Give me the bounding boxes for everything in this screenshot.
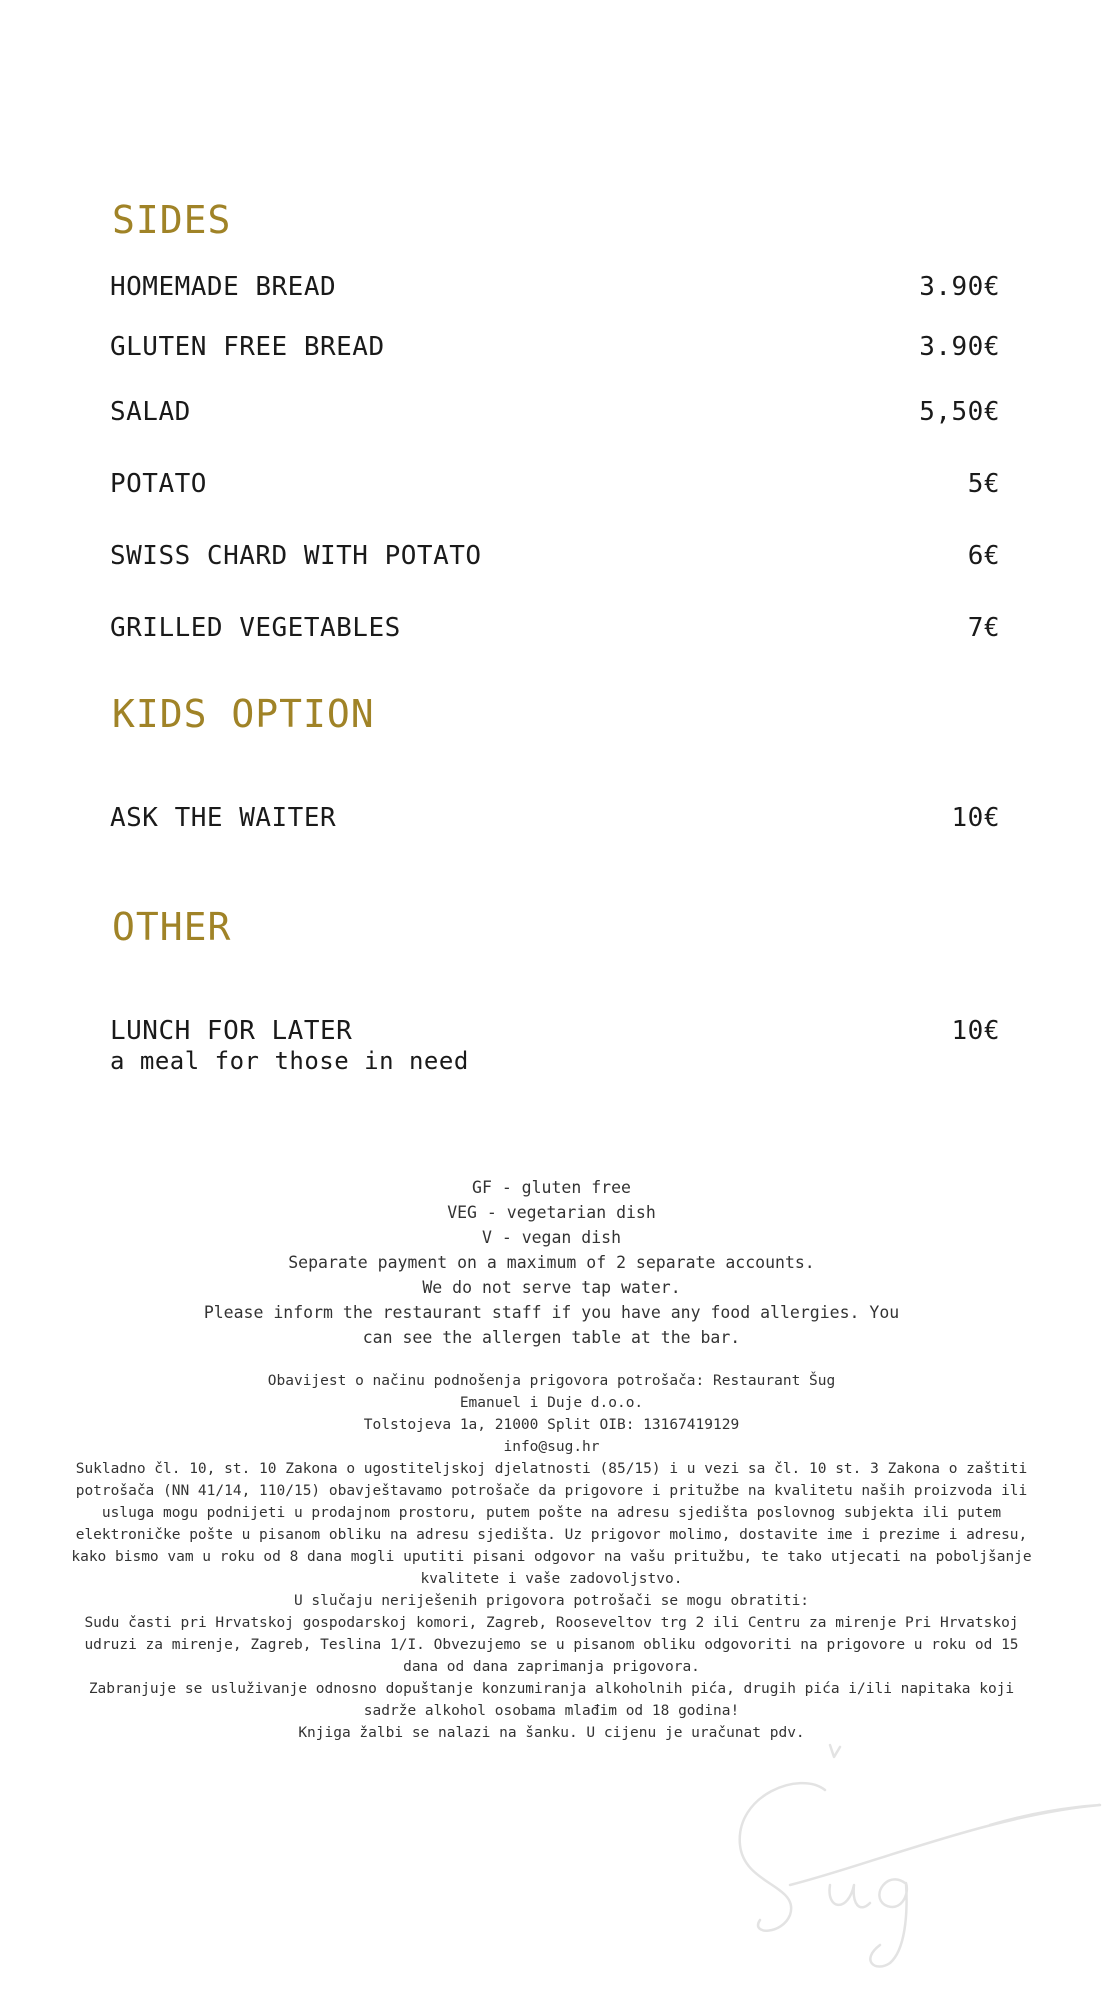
menu-notes <box>0 1175 1103 1350</box>
item-price: 5,50€ <box>919 397 1000 427</box>
item-price: 10€ <box>951 803 1000 833</box>
item-name: LUNCH FOR LATER <box>110 1016 353 1046</box>
sug-signature-logo <box>730 1735 1103 1975</box>
item-price: 5€ <box>967 469 1000 499</box>
item-price: 7€ <box>967 613 1000 643</box>
item-name: SALAD <box>110 397 191 427</box>
item-name: SWISS CHARD WITH POTATO <box>110 541 482 571</box>
legal-paragraph-complaint-book: Knjiga žalbi se nalazi na šanku. U cijenu je uračunat pdv. <box>298 1725 805 1741</box>
menu-item-homemade-bread <box>110 272 1000 302</box>
legal-notice <box>0 1370 1103 1744</box>
item-description: a meal for those in need <box>110 1047 469 1075</box>
item-price: 10€ <box>951 1016 1000 1046</box>
item-name: GRILLED VEGETABLES <box>110 613 401 643</box>
menu-item-grilled-vegetables <box>110 613 1000 643</box>
menu-item-ask-the-waiter <box>110 803 1000 833</box>
note-gluten-free: GF - gluten free <box>472 1178 631 1197</box>
legal-paragraph-unresolved: U slučaju neriješenih prigovora potrošači se mogu obratiti: <box>293 1593 810 1609</box>
note-payment: Separate payment on a maximum of 2 separate accounts. <box>288 1253 815 1272</box>
note-allergies: Please inform the restaurant staff if you have any food allergies. You can see the allergen table at the bar. <box>203 1303 900 1347</box>
section-title-kids-option: KIDS OPTION <box>112 692 375 736</box>
section-title-other: OTHER <box>112 905 232 949</box>
note-vegetarian: VEG - vegetarian dish <box>447 1203 656 1222</box>
menu-item-potato <box>110 469 1000 499</box>
item-name: GLUTEN FREE BREAD <box>110 332 385 362</box>
item-price: 6€ <box>967 541 1000 571</box>
item-name-block <box>110 1016 469 1076</box>
menu-item-gluten-free-bread <box>110 332 1000 362</box>
note-vegan: V - vegan dish <box>481 1228 622 1247</box>
note-tap-water: We do not serve tap water. <box>422 1278 681 1297</box>
item-name: HOMEMADE BREAD <box>110 272 337 302</box>
section-title-sides: SIDES <box>112 198 232 242</box>
legal-heading: Obavijest o načinu podnošenja prigovora potrošača: Restaurant Šug <box>267 1373 836 1389</box>
legal-paragraph-alcohol: Zabranjuje se usluživanje odnosno dopuštanje konzumiranja alkoholnih pića, drugih pića i/ili napitaka koji sadrže alkohol osobama mlađim od 18 godina! <box>88 1681 1015 1719</box>
legal-paragraph-mediation: Sudu časti pri Hrvatskoj gospodarskoj komori, Zagreb, Rooseveltov trg 2 ili Centru za mirenje Pri Hrvatskoj udruzi za mirenje, Zagreb, Teslina 1/I. Obvezujemo se u pisanom obliku odgovoriti na prigovore u roku od 15 dana od dana zaprimanja prigovora. <box>84 1615 1019 1675</box>
item-name: ASK THE WAITER <box>110 803 337 833</box>
legal-address: Tolstojeva 1a, 21000 Split OIB: 13167419129 <box>363 1417 740 1433</box>
legal-company: Emanuel i Duje d.o.o. <box>459 1395 644 1411</box>
menu-item-lunch-for-later <box>110 1016 1000 1076</box>
legal-email: info@sug.hr <box>503 1439 600 1455</box>
legal-paragraph-complaints: Sukladno čl. 10, st. 10 Zakona o ugostiteljskoj djelatnosti (85/15) i u vezi sa čl. 10 st. 3 Zakona o zaštiti potrošača (NN 41/14, 110/15) obavještavamo potrošače da prigovore i pritužbe na kvalitetu naših proizvoda ili usluga mogu podnijeti u prodajnom prostoru, putem pošte na adresu sjedišta poslovnog subjekta ili putem elektroničke pošte u pisanom obliku na adresu sjedišta. Uz prigovor molimo, dostavite ime i prezime i adresu, kako bismo vam u roku od 8 dana mogli uputiti pisani odgovor na vašu pritužbu, te tako utjecati na poboljšanje kvalitete i vaše zadovoljstvo. <box>71 1461 1032 1587</box>
item-price: 3.90€ <box>919 272 1000 302</box>
menu-item-swiss-chard-with-potato <box>110 541 1000 571</box>
menu-item-salad <box>110 397 1000 427</box>
item-price: 3.90€ <box>919 332 1000 362</box>
item-name: POTATO <box>110 469 207 499</box>
